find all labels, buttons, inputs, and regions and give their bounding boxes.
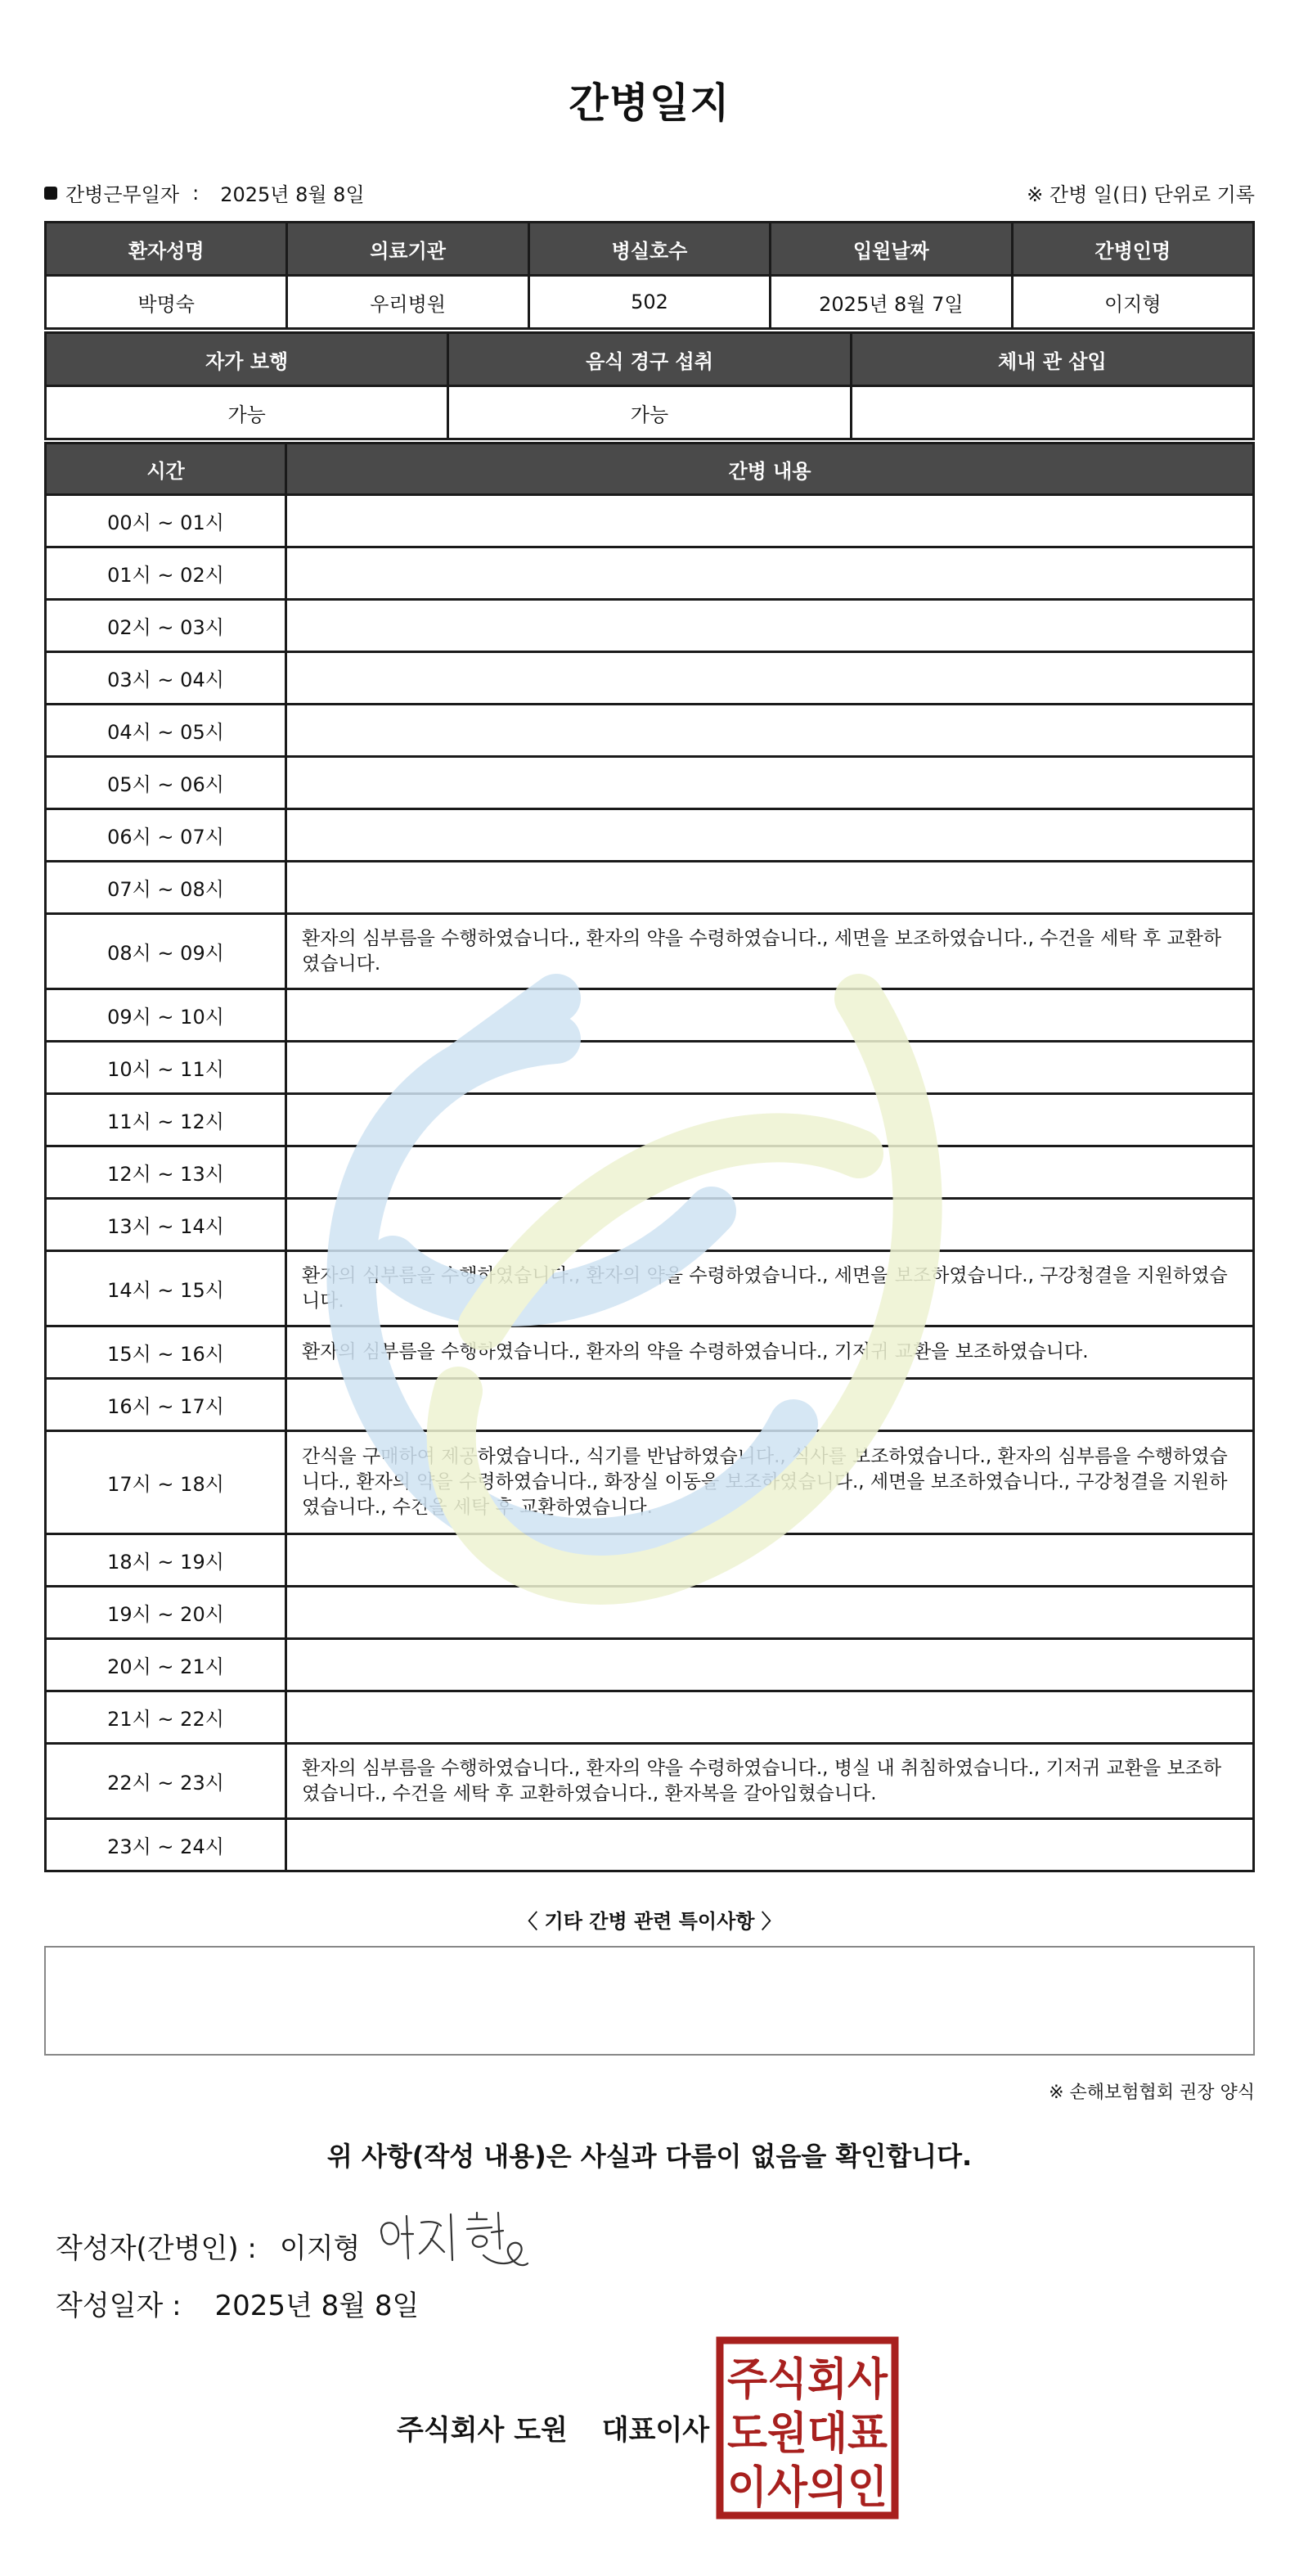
svg-text:주식회사: 주식회사 [727, 2353, 888, 2405]
company-line [397, 2407, 709, 2448]
log-content [286, 1199, 1254, 1251]
log-content [286, 1587, 1254, 1639]
ability-table [44, 331, 1255, 440]
work-date-label: 간병근무일자 [65, 183, 180, 206]
header-room: 병실호수 [528, 223, 770, 276]
log-row [46, 600, 1254, 652]
log-time: 17시 ~ 18시 [46, 1431, 286, 1534]
writer-line [56, 2226, 360, 2266]
log-content [286, 1379, 1254, 1431]
header-tube-insertion: 체내 관 삽입 [851, 333, 1253, 386]
written-date [56, 2283, 419, 2323]
log-content: 환자의 심부름을 수행하였습니다., 환자의 약을 수령하였습니다., 기저귀 교환을 보조하였습니다. [286, 1326, 1254, 1379]
log-time: 15시 ~ 16시 [46, 1326, 286, 1379]
log-content [286, 757, 1254, 809]
oral-intake-value: 가능 [448, 386, 851, 439]
document-title: 간병일지 [569, 79, 730, 127]
header-admission-date: 입원날짜 [771, 223, 1012, 276]
writer-label: 작성자(간병인) : [56, 2232, 257, 2265]
log-content [286, 1819, 1254, 1871]
log-row [46, 652, 1254, 705]
log-row [46, 1326, 1254, 1379]
log-content: 간식을 구매하여 제공하였습니다., 식기를 반납하였습니다., 식사를 보조하였습니다., 환자의 심부름을 수행하였습니다., 환자의 약을 수령하였습니다., 화장실 이동을 보조하였습니다., 세면을 보조하였습니다., 구강청결을 지원하였습니다., 수건을 세탁 후 교환하였습니다. [286, 1431, 1254, 1534]
log-row [46, 1379, 1254, 1431]
log-time: 22시 ~ 23시 [46, 1744, 286, 1819]
log-content [286, 705, 1254, 757]
patient-name: 박명숙 [46, 276, 287, 329]
log-row [46, 1534, 1254, 1587]
recommendation-note: ※ 손해보험협회 권장 양식 [1049, 2083, 1255, 2103]
log-row [46, 1431, 1254, 1534]
ceo-label: 대표이사 [601, 2414, 710, 2447]
log-content [286, 809, 1254, 862]
log-content: 환자의 심부름을 수행하였습니다., 환자의 약을 수령하였습니다., 세면을 보조하였습니다., 구강청결을 지원하였습니다. [286, 1251, 1254, 1326]
header-self-walking: 자가 보행 [46, 333, 448, 386]
log-time: 12시 ~ 13시 [46, 1146, 286, 1199]
admission-date: 2025년 8월 7일 [771, 276, 1012, 329]
log-content: 환자의 심부름을 수행하였습니다., 환자의 약을 수령하였습니다., 세면을 보조하였습니다., 수건을 세탁 후 교환하였습니다. [286, 914, 1254, 989]
header-caregiver-name: 간병인명 [1012, 223, 1253, 276]
log-time: 21시 ~ 22시 [46, 1691, 286, 1744]
log-row [46, 989, 1254, 1042]
log-time: 23시 ~ 24시 [46, 1819, 286, 1871]
notes-box [44, 1946, 1255, 2056]
log-time: 00시 ~ 01시 [46, 495, 286, 547]
log-content [286, 1042, 1254, 1094]
log-time: 16시 ~ 17시 [46, 1379, 286, 1431]
header-time: 시간 [46, 444, 286, 495]
log-content: 환자의 심부름을 수행하였습니다., 환자의 약을 수령하였습니다., 병실 내 취침하였습니다., 기저귀 교환을 보조하였습니다., 수건을 세탁 후 교환하였습니다., 환자복을 갈아입혔습니다. [286, 1744, 1254, 1819]
log-row [46, 1691, 1254, 1744]
log-content [286, 1691, 1254, 1744]
log-row [46, 1819, 1254, 1871]
log-time: 18시 ~ 19시 [46, 1534, 286, 1587]
log-row [46, 914, 1254, 989]
log-row [46, 1199, 1254, 1251]
header-care-content: 간병 내용 [286, 444, 1254, 495]
header-hospital: 의료기관 [287, 223, 528, 276]
log-content [286, 495, 1254, 547]
log-time: 09시 ~ 10시 [46, 989, 286, 1042]
svg-text:도원대표: 도원대표 [727, 2407, 888, 2459]
caregiver-name: 이지형 [1012, 276, 1253, 329]
work-date-value: 2025년 8월 8일 [220, 183, 365, 206]
log-time: 10시 ~ 11시 [46, 1042, 286, 1094]
hospital-name: 우리병원 [287, 276, 528, 329]
log-row [46, 1042, 1254, 1094]
self-walking-value: 가능 [46, 386, 448, 439]
log-row [46, 547, 1254, 600]
log-time: 04시 ~ 05시 [46, 705, 286, 757]
log-row [46, 1587, 1254, 1639]
log-time: 03시 ~ 04시 [46, 652, 286, 705]
company-seal-stamp [713, 2334, 901, 2522]
header-patient-name: 환자성명 [46, 223, 287, 276]
log-content [286, 1094, 1254, 1146]
log-content [286, 652, 1254, 705]
company-name: 주식회사 도원 [397, 2414, 568, 2447]
log-row [46, 1639, 1254, 1691]
log-time: 20시 ~ 21시 [46, 1639, 286, 1691]
log-content [286, 862, 1254, 914]
log-content [286, 1534, 1254, 1587]
log-row [46, 1094, 1254, 1146]
log-time: 11시 ~ 12시 [46, 1094, 286, 1146]
written-date-value: 2025년 8월 8일 [214, 2290, 420, 2322]
log-row [46, 1251, 1254, 1326]
tube-insertion-value [851, 386, 1253, 439]
header-oral-intake: 음식 경구 섭취 [448, 333, 851, 386]
care-log-table [44, 442, 1255, 1872]
log-content [286, 600, 1254, 652]
log-row [46, 809, 1254, 862]
patient-info-table [44, 221, 1255, 330]
log-content [286, 1639, 1254, 1691]
log-row [46, 495, 1254, 547]
log-content [286, 547, 1254, 600]
record-note: ※ 간병 일(日) 단위로 기록 [1027, 183, 1255, 206]
written-date-label: 작성일자 : [56, 2290, 182, 2322]
writer-name: 이지형 [279, 2232, 361, 2265]
log-time: 06시 ~ 07시 [46, 809, 286, 862]
notes-title: 〈 기타 간병 관련 특이사항 〉 [518, 1910, 781, 1933]
room-number: 502 [528, 276, 770, 329]
log-time: 13시 ~ 14시 [46, 1199, 286, 1251]
log-row [46, 705, 1254, 757]
handwritten-signature [372, 2201, 536, 2275]
work-date-colon: : [192, 181, 200, 205]
log-time: 14시 ~ 15시 [46, 1251, 286, 1326]
log-content [286, 1146, 1254, 1199]
bullet-square-icon [44, 187, 57, 200]
log-row [46, 757, 1254, 809]
work-date [44, 178, 365, 207]
log-row [46, 862, 1254, 914]
log-time: 08시 ~ 09시 [46, 914, 286, 989]
log-time: 02시 ~ 03시 [46, 600, 286, 652]
confirmation-statement: 위 사항(작성 내용)은 사실과 다름이 없음을 확인합니다. [326, 2141, 973, 2172]
log-content [286, 989, 1254, 1042]
log-time: 05시 ~ 06시 [46, 757, 286, 809]
log-time: 19시 ~ 20시 [46, 1587, 286, 1639]
log-time: 01시 ~ 02시 [46, 547, 286, 600]
log-row [46, 1744, 1254, 1819]
svg-text:이사의인: 이사의인 [727, 2461, 888, 2513]
log-time: 07시 ~ 08시 [46, 862, 286, 914]
log-row [46, 1146, 1254, 1199]
